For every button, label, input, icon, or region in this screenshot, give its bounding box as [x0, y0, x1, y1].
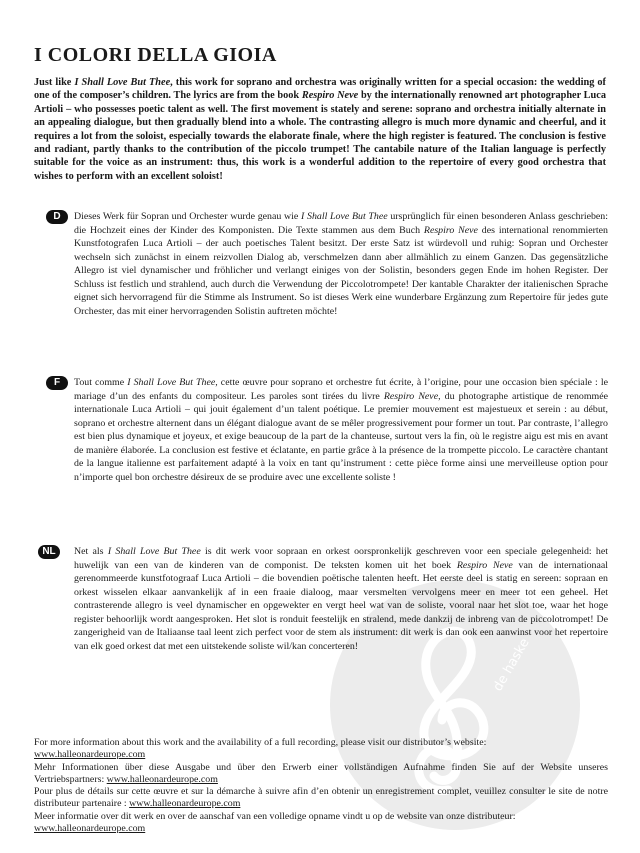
distributor-link-en[interactable]: www.halleonardeurope.com	[34, 749, 146, 761]
work-title-ref: I Shall Love But Thee	[74, 77, 171, 88]
footer-en-text: For more information about this work and the availability of a full recording, please visit our distributor’s website:	[34, 737, 487, 748]
book-title-ref: Respiro Neve	[301, 90, 359, 102]
watermark-text: de haske	[490, 635, 533, 694]
footer-nl-text: Meer informatie over dit werk en over de aanschaf van een volledige opname vindt u op de website van onze distributeur:	[34, 810, 516, 822]
german-section	[34, 210, 608, 318]
distributor-info	[34, 737, 608, 835]
language-badge-d: D	[46, 210, 68, 224]
english-description: Just like I Shall Love But Thee, this work for soprano and orchestra was originally written for a special occasion: the wedding of one of the composer’s children. The lyrics are from the book Respiro Neve by the internationally renowned art photographer Luca Artioli – who possesses poetic talent as well. The first movement is stately and serene: soprano and orchestra initially alternate in an appealing dialogue, but then gradually blend into a whole. The contrasting allegro is much more dynamic and cheerful, and it requires a lot from the soloist, especially towards the elaborate finale, where the high register is featured. The conclusion is festive and radiant, partly thanks to the contribution of the piccolo trumpet! The cantabile nature of the Italian language is perfectly suitable for the voice as an instrument: thus, this work is a wonderful addition to the repertoire of every good orchestra that wishes to perform with an excellent soloist!	[34, 77, 606, 182]
page-title: I COLORI DELLA GIOIA	[34, 44, 277, 66]
dutch-description: Net als I Shall Love But Thee is dit werk voor sopraan en orkest oorspronkelijk geschreven voor een speciale gelegenheid: het huwelijk van een van de kinderen van de componist. De teksten komen uit het boek Respiro Neve van de internationaal gerenommeerde kunstfotograaf Luca Artioli – die bovendien poëtische talenten heeft. Het eerste deel is statig en sereen: sopraan en orkest wisselen elkaar aanvankelijk af in een fraaie dialoog, maar versmelten vervolgens meer en meer tot een geheel. Het contrasterende allegro is veel dynamischer en opgewekter en vergt heel wat van de soliste, vooral naar het slot toe, waar het hoge register behoorlijk wordt aangesproken. Het slot is ronduit feestelijk en stralend, mede dankzij de inbreng van de piccolotrompet! De zangerigheid van de Italiaanse taal leent zich perfect voor de stem als instrument: dit werk is dan ook een aanwinst voor het repertoire van elk goed orkest dat met een uitstekende soliste wil/kan concerteren!	[74, 546, 608, 652]
language-badge-nl: NL	[38, 545, 60, 559]
french-section	[34, 376, 608, 484]
distributor-link-de[interactable]: www.halleonardeurope.com	[106, 773, 218, 785]
language-badge-f: F	[46, 376, 68, 390]
german-description: Dieses Werk für Sopran und Orchester wurde genau wie I Shall Love But Thee ursprünglich für einen besonderen Anlass geschrieben: die Hochzeit eines der Kinder des Komponisten. Die Texte stammen aus dem Buch Respiro Neve des international renommierten Kunstfotografen Luca Artioli – der auch poetisches Talent besitzt. Der erste Satz ist würdevoll und ruhig: Sopran und Orchester wechseln sich zunächst in einem reizvollen Dialog ab, verschmelzen dann aber allmählich zu einem Ganzen. Das gegensätzliche Allegro ist viel dynamischer und fröhlicher und verlangt einiges von der Solistin, besonders gegen Ende im hohen Register. Der Schluss ist festlich und strahlend, auch durch die Verwendung der Piccolotrompete! Der kantable Charakter der italienischen Sprache eignet sich hervorragend für die Stimme als Instrument. So ist dieses Werk eine wunderbare Ergänzung zum Repertoire für jedes gute Orchester, das mit einer hervorragenden Solistin auftreten möchte!	[74, 211, 608, 317]
footer-de: Mehr Informationen über diese Ausgabe und über den Erwerb einer vollständigen Aufnahme finden Sie auf der Website unseres Vertriebspartners: www.halleonardeurope.com	[34, 761, 608, 785]
french-description: Tout comme I Shall Love But Thee, cette œuvre pour soprano et orchestre fut écrite, à l’origine, pour une occasion bien spéciale : le mariage d’un des enfants du compositeur. Les paroles sont tirées du livre Respiro Neve, du photographe artistique de renommée internationale Luca Artioli – qui jouit également d’un talent poétique. Le premier mouvement est majestueux et serein : au début, soprano et orchestre alternent dans un élégant dialogue avant de se mêler progressivement pour former un tout. Par contraste, l’allegro est bien plus dynamique et joyeux, et exige beaucoup de la part de la chanteuse, surtout vers la fin, où le registre aigu est mis en avant de manière élaborée. La conclusion est festive et éclatante, en partie grâce à la présence de la trompette piccolo. Le caractère chantant de la langue italienne est parfaitement adapté à la voix en tant qu’instrument : cette pièce forme ainsi une merveilleuse option pour n’importe quel bon orchestre désireux de se produire avec une excellente soliste !	[74, 377, 608, 483]
distributor-link-nl[interactable]: www.halleonardeurope.com	[34, 823, 146, 835]
distributor-link-fr[interactable]: www.halleonardeurope.com	[129, 798, 241, 810]
footer-fr: Pour plus de détails sur cette œuvre et sur la démarche à suivre afin d’en obtenir un enregistrement complet, veuillez consulter le site de notre distributeur partenaire : www.halleonardeurope.com	[34, 786, 608, 810]
dutch-section	[34, 545, 608, 653]
